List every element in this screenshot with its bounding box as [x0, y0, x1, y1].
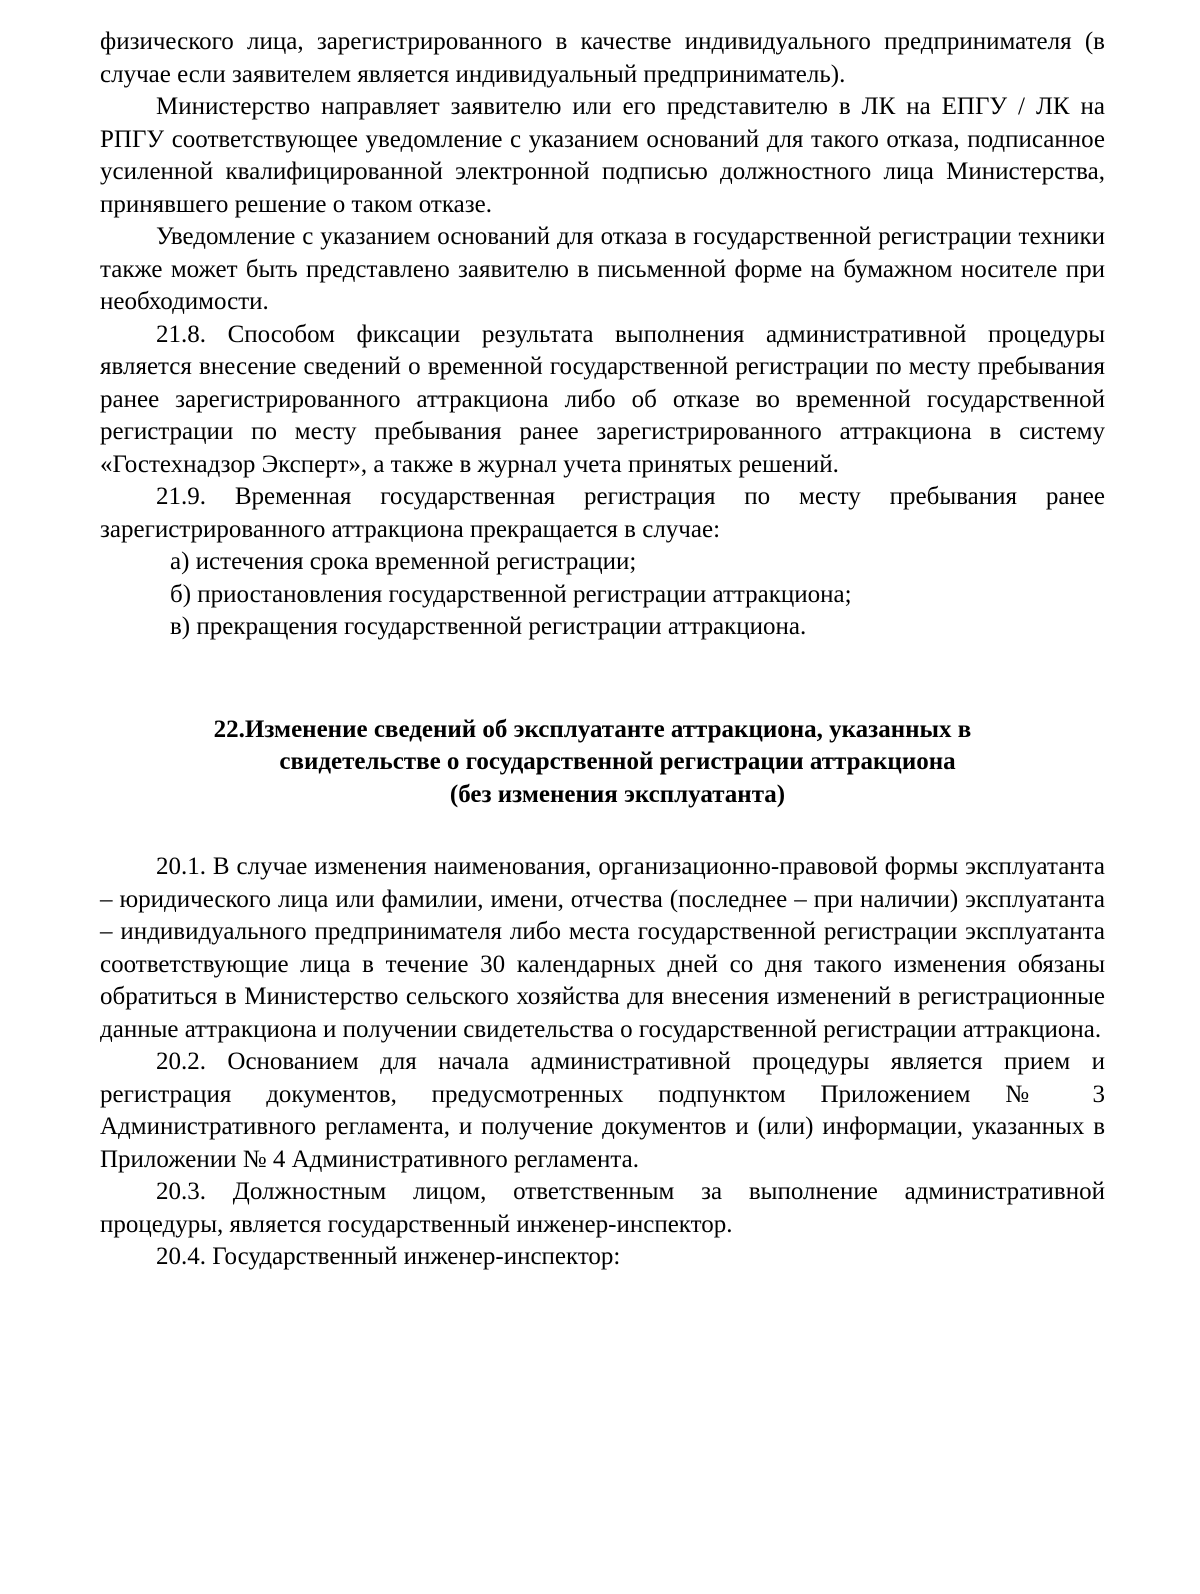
heading-line-1: 22.Изменение сведений об эксплуатанте аттракциона, указанных в — [213, 715, 972, 743]
paragraph-20-4: 20.4. Государственный инженер-инспектор: — [156, 1243, 621, 1270]
paragraph-20-1: 20.1. В случае изменения наименования, организационно-правовой формы эксплуатанта – юридического лица или фамилии, имени, отчества (последнее – при наличии) эксплуатанта – индивидуального предпринимателя либо места государственной регистрации эксплуатанта соответствующие лица в течение 30 календарных дней со дня такого изменения обязаны обратиться в Министерство сельского хозяйства для внесения изменений в регистрационные данные аттракциона и получении свидетельства о государственной регистрации аттракциона. — [100, 853, 1105, 1043]
list-item-c: в) прекращения государственной регистрации аттракциона. — [170, 613, 807, 640]
paragraph-21-9: 21.9. Временная государственная регистрация по месту пребывания ранее зарегистрированного аттракциона прекращается в случае: — [100, 483, 1105, 543]
list-item-b: б) приостановления государственной регистрации аттракциона; — [170, 580, 852, 608]
list-item-a: а) истечения срока временной регистрации; — [170, 548, 637, 575]
heading-line-3: (без изменения эксплуатанта) — [449, 780, 786, 808]
paragraph-continuation: физического лица, зарегистрированного в качестве индивидуального предпринимателя (в случае если заявителем является индивидуальный предприниматель). — [100, 28, 1105, 88]
paragraph-written-notice: Уведомление с указанием оснований для отказа в государственной регистрации техники также может быть представлено заявителю в письменной форме на бумажном носителе при необходимости. — [100, 223, 1105, 315]
section-heading-22 — [100, 714, 1105, 812]
heading-line-2: свидетельстве о государственной регистрации аттракциона — [279, 748, 956, 775]
paragraph-20-2: 20.2. Основанием для начала административной процедуры является прием и регистрация документов, предусмотренных подпунктом Приложением № 3 Административного регламента, и получение документов и (или) информации, указанных в Приложении № 4 Административного регламента. — [100, 1048, 1105, 1173]
paragraph-21-8: 21.8. Способом фиксации результата выполнения административной процедуры является внесение сведений о временной государственной регистрации по месту пребывания ранее зарегистрированного аттракциона либо об отказе во временной государственной регистрации по месту пребывания ранее зарегистрированного аттракциона в систему «Гостехнадзор Эксперт», а также в журнал учета принятых решений. — [100, 320, 1105, 478]
paragraph-ministry-notice: Министерство направляет заявителю или его представителю в ЛК на ЕПГУ / ЛК на РПГУ соответствующее уведомление с указанием оснований для такого отказа, подписанное усиленной квалифицированной электронной подписью должностного лица Министерства, принявшего решение о таком отказе. — [100, 93, 1105, 218]
paragraph-20-3: 20.3. Должностным лицом, ответственным за выполнение административной процедуры, является государственный инженер-инспектор. — [100, 1178, 1105, 1238]
